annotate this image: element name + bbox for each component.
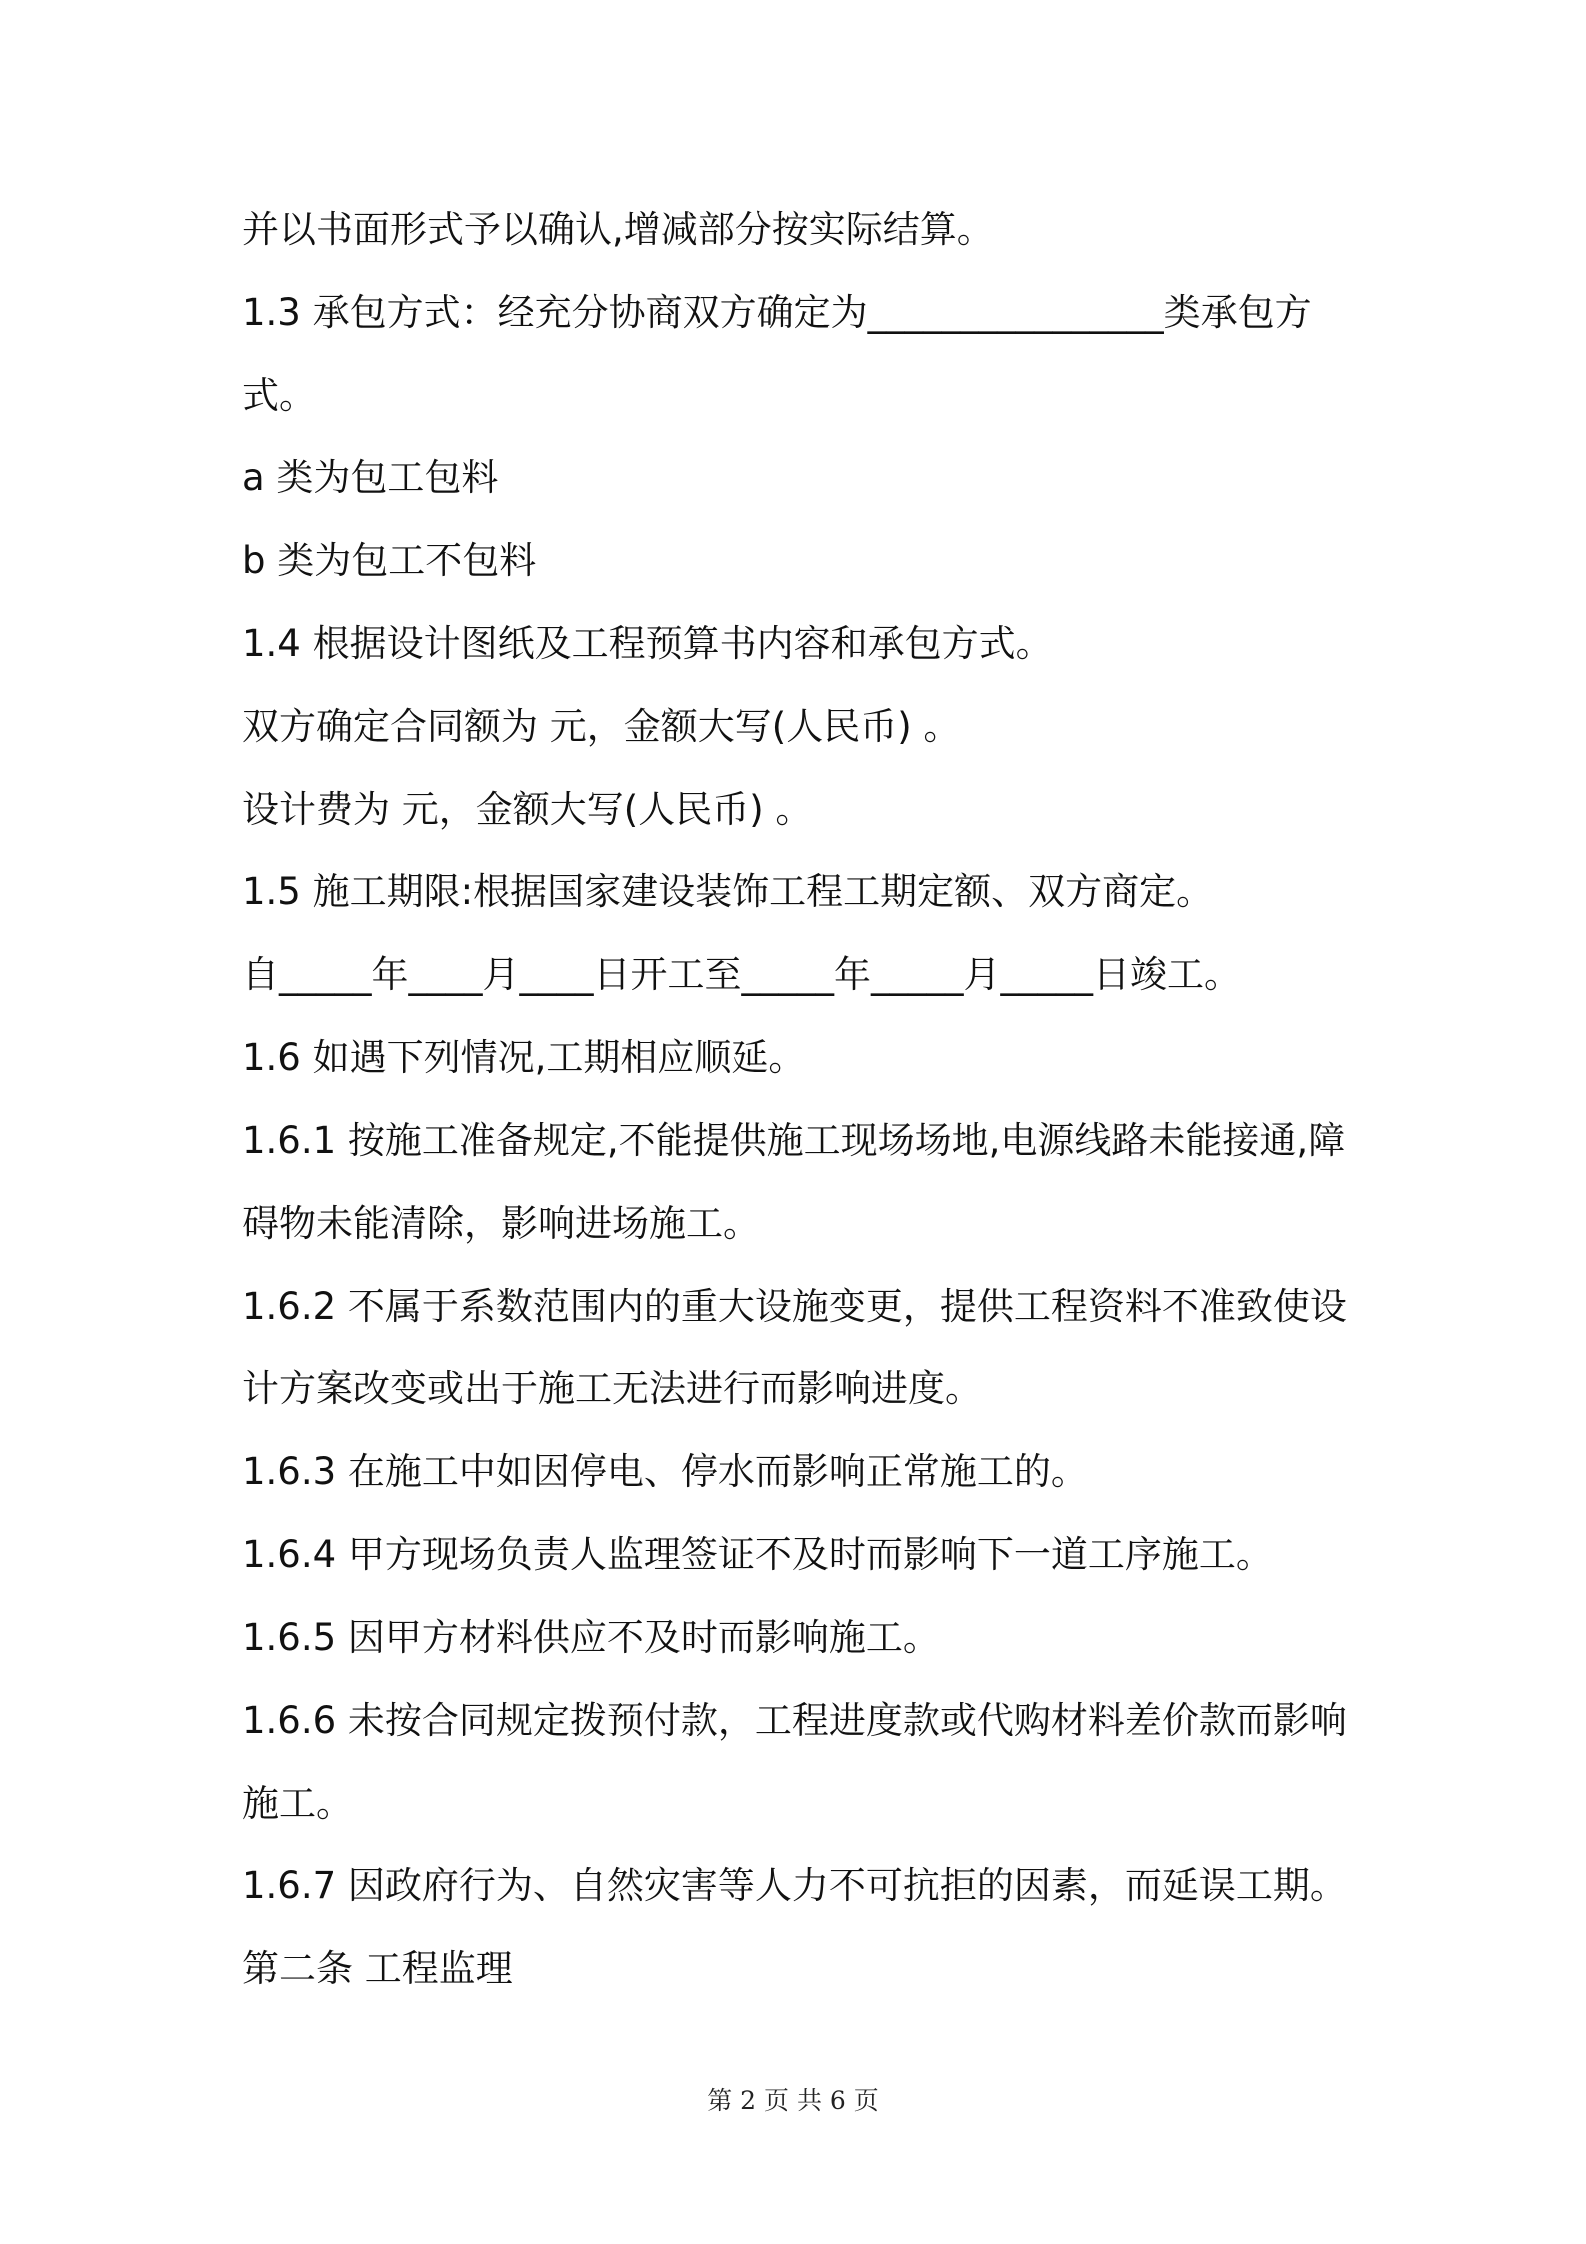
text-line: 1.6.1 按施工准备规定,不能提供施工现场场地,电源线路未能接通,障 — [242, 1119, 1346, 1162]
text-line: 1.6.4 甲方现场负责人监理签证不及时而影响下一道工序施工。 — [242, 1533, 1273, 1576]
text-line: 1.6.3 在施工中如因停电、停水而影响正常施工的。 — [242, 1450, 1088, 1493]
text-line: 1.5 施工期限:根据国家建设装饰工程工期定额、双方商定。 — [242, 870, 1214, 913]
page-number-footer: 第 2 页 共 6 页 — [707, 2086, 879, 2115]
text-line: 并以书面形式予以确认,增减部分按实际结算。 — [242, 208, 994, 251]
text-line: 自_____年____月____日开工至_____年_____月_____日竣工。 — [242, 953, 1241, 996]
text-line: 双方确定合同额为 元，金额大写(人民币) 。 — [242, 705, 961, 748]
text-line: 1.6.6 未按合同规定拨预付款，工程进度款或代购材料差价款而影响 — [242, 1699, 1347, 1742]
text-line: 施工。 — [242, 1782, 353, 1825]
section-heading: 第二条 工程监理 — [242, 1947, 513, 1990]
text-line: 计方案改变或出于施工无法进行而影响进度。 — [242, 1367, 982, 1410]
text-line: b 类为包工不包料 — [242, 539, 537, 582]
text-line: 1.6.2 不属于系数范围内的重大设施变更，提供工程资料不准致使设 — [242, 1285, 1347, 1328]
text-line: a 类为包工包料 — [242, 456, 499, 499]
text-line: 1.6.5 因甲方材料供应不及时而影响施工。 — [242, 1616, 940, 1659]
text-line: 1.6.7 因政府行为、自然灾害等人力不可抗拒的因素，而延误工期。 — [242, 1864, 1347, 1907]
text-line: 1.3 承包方式：经充分协商双方确定为________________类承包方 — [242, 291, 1312, 334]
text-line: 1.4 根据设计图纸及工程预算书内容和承包方式。 — [242, 622, 1053, 665]
text-line: 式。 — [242, 374, 316, 417]
text-line: 设计费为 元，金额大写(人民币) 。 — [242, 788, 813, 831]
text-line: 1.6 如遇下列情况,工期相应顺延。 — [242, 1036, 806, 1079]
text-line: 碍物未能清除，影响进场施工。 — [242, 1202, 760, 1245]
